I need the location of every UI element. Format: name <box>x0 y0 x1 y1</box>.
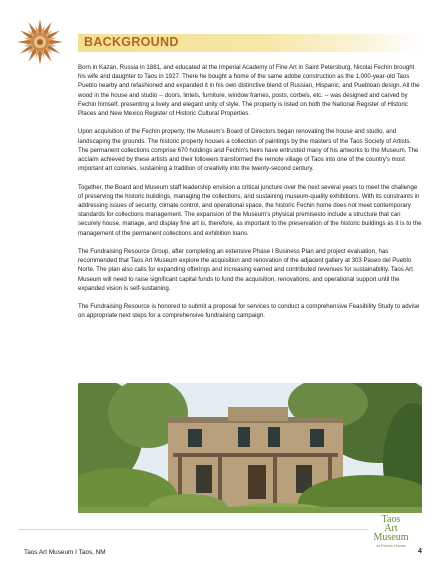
logo-text: at Fechin House <box>376 543 406 548</box>
paragraph: The Fundraising Resource is honored to submit a proposal for services to conduct a comprehensive Feasibility Study to advise on appropriate next steps for a comprehensive fundraising campaign. <box>78 303 420 320</box>
page-number: 4 <box>418 548 422 555</box>
section-title: BACKGROUND <box>84 35 179 49</box>
paragraph: Upon acquisition of the Fechin property, the Museum's Board of Directors began renovating the house and studio, and landscaping the grounds. The historic property houses a collection of paintings by the masters of the Taos Society of Artists. The permanent collections comprise 670 holdings and Fechin's heirs have entrusted many of his artworks to the Museum. The acclaim achieved by these artists and their followers transformed the remote village of Taos into one of the country's most important art colonies, sustaining a tradition of creativity into the twenty-second century. <box>78 128 419 173</box>
body-text <box>78 63 423 330</box>
logo-text: Taos <box>381 514 401 525</box>
sunburst-emblem-icon <box>16 18 64 66</box>
taos-art-museum-logo <box>363 515 419 551</box>
paragraph: Born in Kazan, Russia in 1881, and educated at the Imperial Academy of Fine Art in Saint Petersburg, Nicolai Fechin brought his wife and daughter to Taos in 1927. There he bought a home of the same adobe construction as the 1,000-year-old Taos Pueblo nearby and refashioned and expanded it in his own distinctive blend of Russian, Hispanic, and Puebloan design. All the wood in the house and studio -- doors, lintels, furniture, window frames, posts, corbels, etc. -- was designed and carved by Fechin himself, presenting a lively and elegant unity of style. The property is listed on both the National Register of Historic Places and New Mexico Register of Historic Cultural Properties. <box>78 64 420 118</box>
footer-text: Taos Art Museum I Taos, NM <box>24 549 106 556</box>
paragraph: Together, the Board and Museum staff leadership envision a critical juncture over the next several years to meet the challenge of preserving the historic buildings, managing the collections, and sustaining museum-quality exhibitions. With its constraints in addressing issues of security, climate control, and operational space, the historic Fechin home does not meet contemporary standards for collections management. The expansion of the Museum's physical premisesto include a structure that can securely house, manage, and display fine art is, therefore, as important to the preservation of the historic buildings as it is to the management of the permanent collections and exhibition loans. <box>78 183 422 237</box>
paragraph: The Fundraising Resource Group, after completing an extensive Phase I Business Plan and project evaluation, has recommended that Taos Art Museum explore the acquisition and renovation of the adjacent gallery at 303 Paseo del Pueblo Norte. The plan also calls for expanding offerings and increasing earned and contributed revenues for sustainability. Taos Art Museum will need to raise significant capital funds to fund the acquisition, renovations, and operational support until the expanded vision is self-sustaining. <box>78 248 413 292</box>
logo-text: Museum <box>373 532 409 543</box>
logo-text: Art <box>384 523 398 534</box>
section-header-band <box>78 34 420 52</box>
house-photo <box>78 383 422 513</box>
footer-divider <box>18 529 368 530</box>
